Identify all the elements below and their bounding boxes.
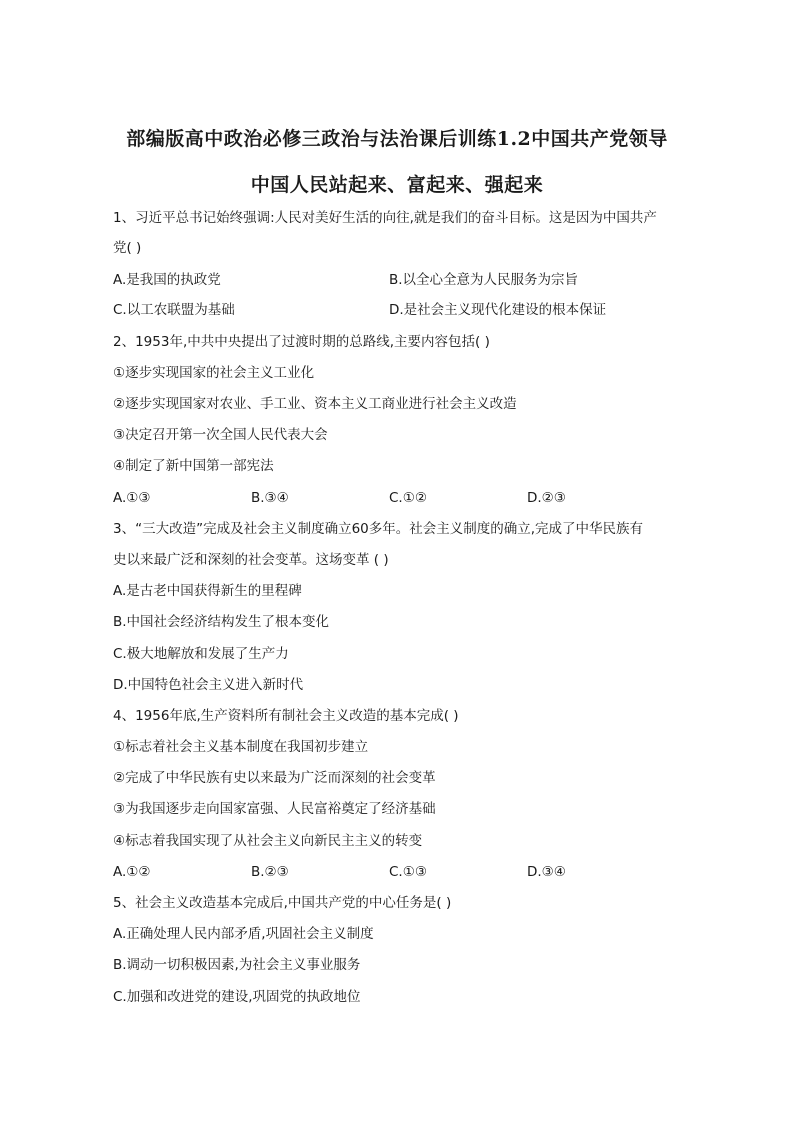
question-1-option-c: C.以工农联盟为基础 [113, 302, 235, 318]
question-2-item-4: ④制定了新中国第一部宪法 [113, 458, 274, 474]
question-1-option-d: D.是社会主义现代化建设的根本保证 [389, 302, 607, 318]
question-3-option-d: D.中国特色社会主义进入新时代 [113, 677, 304, 693]
question-2-stem: 2、1953年,中共中央提出了过渡时期的总路线,主要内容包括( ) [113, 334, 490, 350]
question-2-item-2: ②逐步实现国家对农业、手工业、资本主义工商业进行社会主义改造 [113, 396, 517, 412]
question-2-option-a: A.①③ [113, 490, 151, 506]
question-4-stem: 4、1956年底,生产资料所有制社会主义改造的基本完成( ) [113, 708, 459, 724]
question-2-item-1: ①逐步实现国家的社会主义工业化 [113, 365, 315, 381]
question-1-stem-line2: 党( ) [113, 240, 142, 256]
question-4-item-4: ④标志着我国实现了从社会主义向新民主主义的转变 [113, 833, 423, 849]
question-4-option-a: A.①② [113, 864, 151, 880]
question-5-option-a: A.正确处理人民内部矛盾,巩固社会主义制度 [113, 926, 374, 942]
question-4-item-3: ③为我国逐步走向国家富强、人民富裕奠定了经济基础 [113, 801, 436, 817]
question-2-option-b: B.③④ [251, 490, 289, 506]
question-2-option-c: C.①② [389, 490, 427, 506]
question-4-item-2: ②完成了中华民族有史以来最为广泛而深刻的社会变革 [113, 770, 436, 786]
question-3-option-c: C.极大地解放和发展了生产力 [113, 646, 289, 662]
question-5-stem: 5、社会主义改造基本完成后,中国共产党的中心任务是( ) [113, 895, 452, 911]
document-subtitle: 中国人民站起来、富起来、强起来 [250, 174, 544, 196]
question-3-stem-line1: 3、“三大改造”完成及社会主义制度确立60多年。社会主义制度的确立,完成了中华民族有 [113, 521, 644, 537]
question-4-item-1: ①标志着社会主义基本制度在我国初步建立 [113, 739, 369, 755]
question-4-option-b: B.②③ [251, 864, 289, 880]
question-4-option-d: D.③④ [527, 864, 566, 880]
question-3-option-b: B.中国社会经济结构发生了根本变化 [113, 614, 330, 630]
question-2-item-3: ③决定召开第一次全国人民代表大会 [113, 427, 328, 443]
question-2-option-d: D.②③ [527, 490, 566, 506]
question-5-option-b: B.调动一切积极因素,为社会主义事业服务 [113, 957, 361, 973]
question-1-option-b: B.以全心全意为人民服务为宗旨 [389, 272, 579, 288]
document-title: 部编版高中政治必修三政治与法治课后训练1.2中国共产党领导 [126, 128, 668, 150]
question-4-option-c: C.①③ [389, 864, 427, 880]
question-5-option-c: C.加强和改进党的建设,巩固党的执政地位 [113, 989, 361, 1005]
question-1-option-a: A.是我国的执政党 [113, 272, 221, 288]
question-1-stem-line1: 1、习近平总书记始终强调:人民对美好生活的向往,就是我们的奋斗目标。这是因为中国共产 [113, 210, 657, 226]
question-3-option-a: A.是古老中国获得新生的里程碑 [113, 583, 302, 599]
question-3-stem-line2: 史以来最广泛和深刻的社会变革。这场变革 ( ) [113, 552, 389, 568]
